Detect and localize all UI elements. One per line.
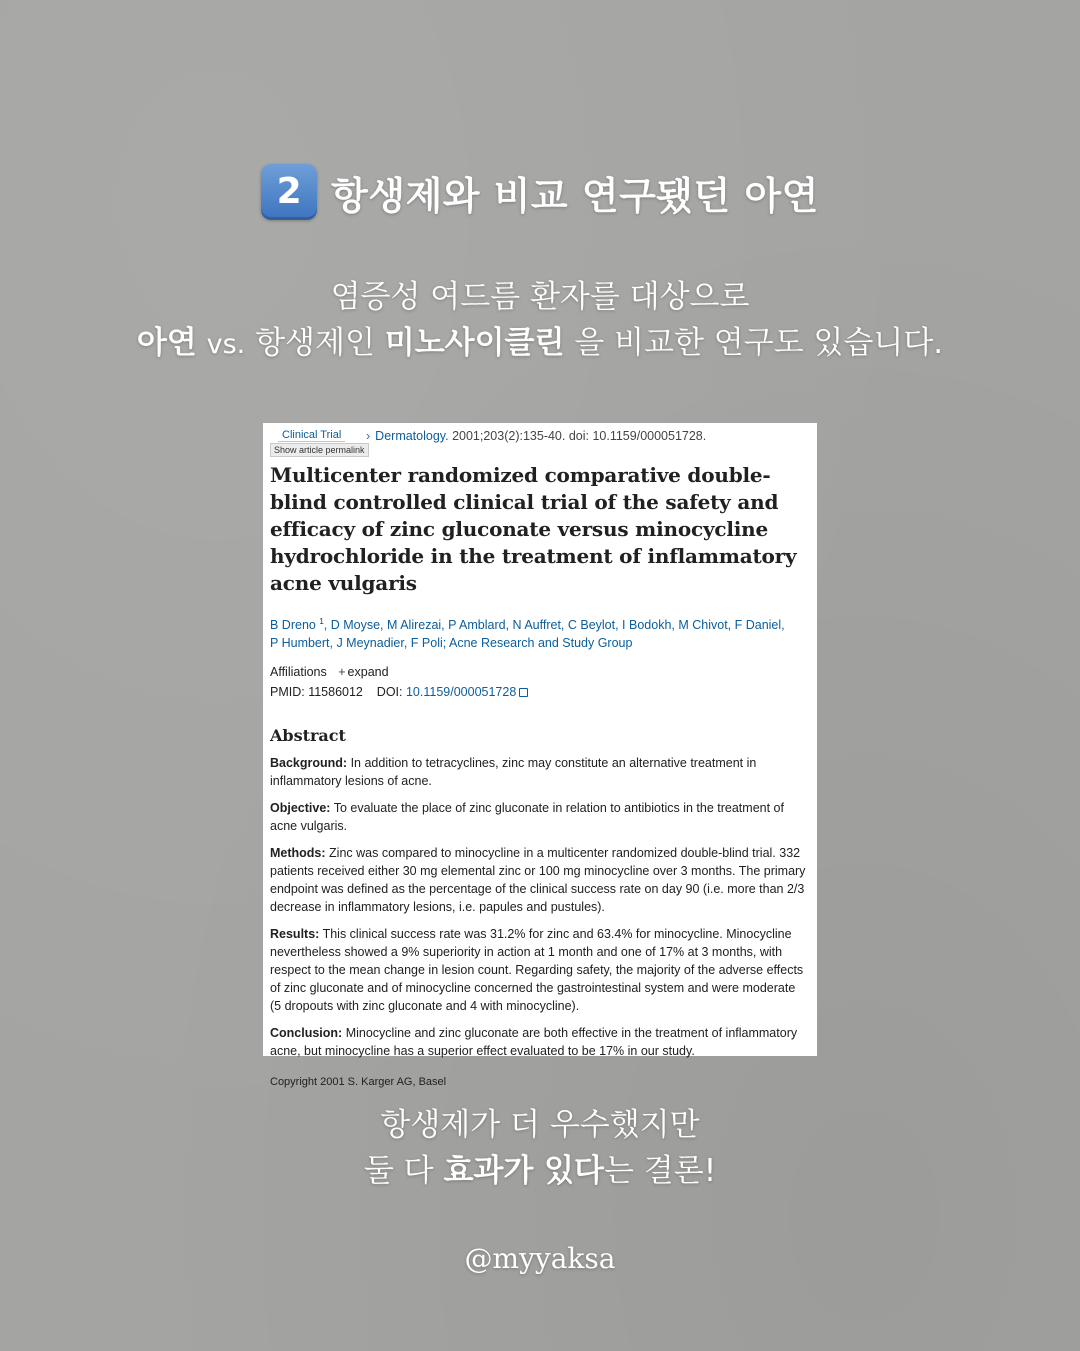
journal-citation xyxy=(366,429,706,443)
results-text: This clinical success rate was 31.2% for zinc and 63.4% for minocycline. Minocycline nevertheless showed a 9% superiority in action at 1 month and one of 17% at 3 months, with respect to the mean change in lesion count. Regarding safety, the majority of the adverse effects of zinc gluconate and of minocycline concerned the gastrointestinal system and were moderate (5 dropouts with zinc gluconate and 4 with minocycline). xyxy=(270,927,804,1014)
external-link-icon[interactable] xyxy=(519,688,528,697)
slide-title: 항생제와 비교 연구됐던 아연 xyxy=(331,173,819,218)
authors-line-1 xyxy=(270,613,809,634)
abstract-objective xyxy=(270,799,809,835)
methods-text: Zinc was compared to minocycline in a multicenter randomized double-blind trial. 332 patients received either 30 mg elemental zinc or 100 mg minocycline over 3 months. The primary endpoint was defined as the percentage of the clinical success rate on day 90 (i.e. more than 2/3 decrease in inflammatory lesions, i.e. papules and pustules). xyxy=(270,846,806,915)
intro-end: 을 비교한 연구도 있습니다. xyxy=(574,325,944,361)
journal-link[interactable]: Dermatology. xyxy=(375,429,449,443)
expand-button[interactable]: expand xyxy=(347,665,389,680)
conclusion-text: Minocycline and zinc gluconate are both effective in the treatment of inflammatory acne, but minocycline has a superior effect evaluated to be 17% in our study. xyxy=(270,1026,798,1059)
abstract-methods xyxy=(270,844,809,916)
abstract-background xyxy=(270,754,809,790)
copyright: Copyright 2001 S. Karger AG, Basel xyxy=(270,1076,447,1089)
outro-post: 는 결론! xyxy=(604,1153,717,1189)
identifiers-row xyxy=(270,682,809,702)
plus-icon[interactable]: + xyxy=(338,665,346,680)
author-link[interactable]: B Dreno xyxy=(270,618,316,633)
article-title: Multicenter randomized comparative double-blind controlled clinical trial of the safety and efficacy of zinc gluconate versus minocycline hydrochloride in the treatment of inflammatory acne vulgaris xyxy=(270,463,797,595)
intro-mid: 항생제인 xyxy=(255,325,375,361)
abstract-heading: Abstract xyxy=(270,726,346,746)
background-label: Background: xyxy=(270,756,348,771)
intro-line-2 xyxy=(0,320,1080,368)
intro-text xyxy=(0,274,1080,368)
affiliation-sup[interactable]: 1 xyxy=(319,617,324,626)
authors-line-2[interactable]: P Humbert, J Meynadier, F Poli; Acne Research and Study Group xyxy=(270,636,633,651)
article-card xyxy=(263,423,817,1089)
permalink-tooltip: Show article permalink xyxy=(270,443,369,457)
intro-zinc: 아연 xyxy=(136,325,197,361)
intro-vs: vs. xyxy=(206,329,246,360)
conclusion-label: Conclusion: xyxy=(270,1026,343,1041)
citation-text: 2001;203(2):135-40. doi: 10.1159/000051728. xyxy=(452,429,707,443)
pmid: PMID: 11586012 xyxy=(270,685,363,700)
slide-heading xyxy=(0,164,1080,220)
results-label: Results: xyxy=(270,927,320,942)
outro-line-1: 항생제가 더 우수했지만 xyxy=(380,1107,700,1143)
article-meta-row xyxy=(270,429,809,455)
outro-bold: 효과가 있다 xyxy=(443,1153,604,1189)
abstract-conclusion xyxy=(270,1024,809,1060)
doi-label: DOI: xyxy=(376,685,403,700)
doi-link[interactable]: 10.1159/000051728 xyxy=(405,685,517,700)
intro-minocycline: 미노사이클린 xyxy=(384,325,565,361)
authors-rest[interactable]: , D Moyse, M Alirezai, P Amblard, N Auffret, C Beylot, I Bodokh, M Chivot, F Daniel, xyxy=(323,618,785,633)
outro-text xyxy=(0,1102,1080,1194)
chevron-right-icon: › xyxy=(366,429,371,443)
methods-label: Methods: xyxy=(270,846,326,861)
abstract-results xyxy=(270,925,809,1015)
outro-line-2 xyxy=(0,1148,1080,1194)
authors-list xyxy=(270,613,809,652)
objective-text: To evaluate the place of zinc gluconate in relation to antibiotics in the treatment of acne vulgaris. xyxy=(270,801,784,834)
clinical-trial-tag[interactable]: Clinical Trial xyxy=(278,429,345,442)
affiliations-row xyxy=(270,662,809,682)
outro-pre: 둘 다 xyxy=(363,1153,434,1189)
objective-label: Objective: xyxy=(270,801,331,816)
intro-line-1: 염증성 여드름 환자를 대상으로 xyxy=(330,279,750,315)
account-handle: @myyaksa xyxy=(464,1242,616,1275)
affiliations-label: Affiliations xyxy=(270,665,327,680)
keycap-number-icon: 2 xyxy=(261,164,317,220)
background-text: In addition to tetracyclines, zinc may constitute an alternative treatment in inflammatory lesions of acne. xyxy=(270,756,757,789)
